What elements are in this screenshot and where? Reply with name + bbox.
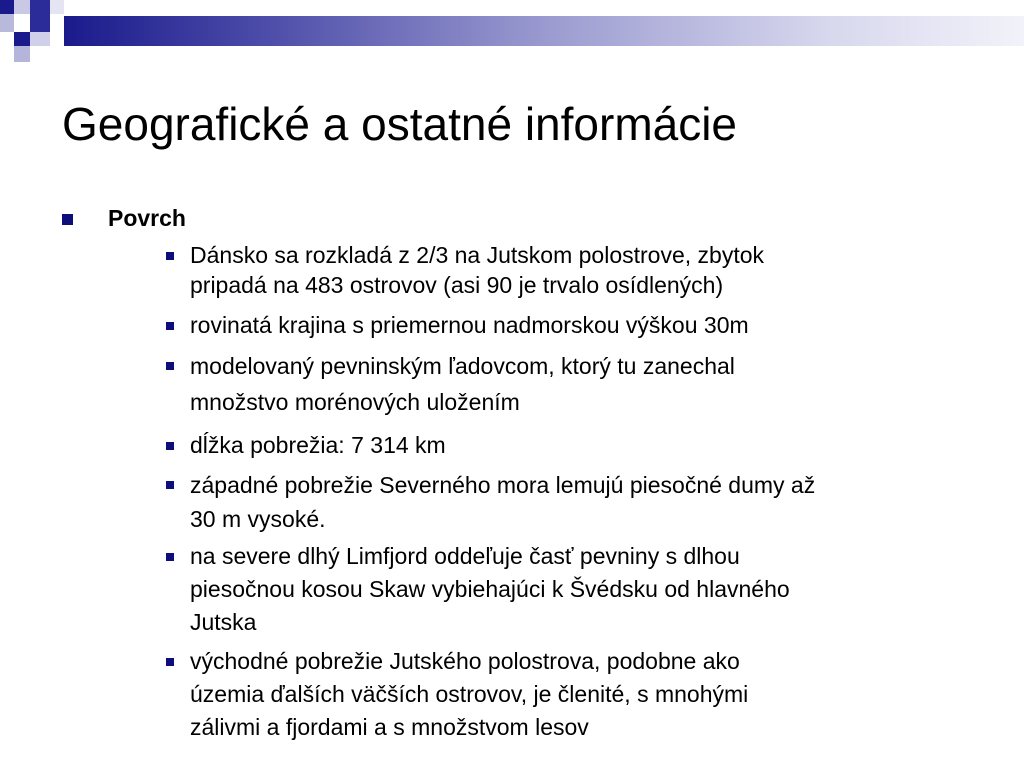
square-bullet-icon — [166, 481, 174, 489]
decor-square — [14, 46, 30, 62]
section-heading: Povrch — [108, 205, 186, 231]
list-item-line: dĺžka pobrežia: 7 314 km — [190, 432, 446, 458]
list-item — [166, 240, 966, 300]
list-item-line: množstvo morénových uložením — [190, 389, 520, 415]
list-item — [166, 310, 966, 340]
list-item-line: na severe dlhý Limfjord oddeľuje časť pevniny s dlhou — [190, 543, 740, 569]
list-item-line: 30 m vysoké. — [190, 506, 326, 532]
list-item-line: modelovaný pevninským ľadovcom, ktorý tu zanechal — [190, 353, 735, 379]
list-item-line: piesočnou kosou Skaw vybiehajúci k Švédsku od hlavného — [190, 576, 790, 602]
square-bullet-icon — [166, 553, 174, 561]
list-item — [166, 348, 966, 420]
square-bullet-icon — [62, 214, 73, 225]
header-gradient-bar — [64, 16, 1024, 46]
list-item-line: Jutska — [190, 609, 257, 635]
list-item-line: rovinatá krajina s priemernou nadmorskou výškou 30m — [190, 312, 749, 338]
decor-square — [14, 32, 30, 46]
decor-square — [30, 32, 50, 46]
square-bullet-icon — [166, 442, 174, 450]
decor-square — [14, 14, 30, 32]
square-bullet-icon — [166, 322, 174, 330]
list-item-line: východné pobrežie Jutského polostrova, podobne ako — [190, 648, 740, 674]
list-item-line: západné pobrežie Severného mora lemujú piesočné dumy až — [190, 472, 816, 498]
square-bullet-icon — [166, 362, 174, 370]
list-item-line: zálivmi a fjordami a s množstvom lesov — [190, 714, 589, 740]
square-bullet-icon — [166, 658, 174, 666]
slide-title: Geografické a ostatné informácie — [62, 98, 738, 150]
section-heading-row — [62, 203, 992, 235]
bullet-list — [166, 240, 966, 744]
decor-square — [0, 14, 14, 32]
list-item — [166, 540, 966, 639]
section-povrch — [62, 203, 992, 235]
list-item — [166, 645, 966, 744]
list-item-line: pripadá na 483 ostrovov (asi 90 je trvalo osídlených) — [190, 272, 724, 298]
decor-square — [14, 0, 30, 14]
list-item — [166, 468, 966, 536]
decor-square — [50, 0, 64, 14]
square-bullet-icon — [166, 252, 174, 260]
decor-square — [30, 0, 50, 32]
list-item-line: Dánsko sa rozkladá z 2/3 na Jutskom polostrove, zbytok — [190, 242, 765, 268]
list-item-line: územia ďalších väčších ostrovov, je členité, s mnohými — [190, 681, 749, 707]
decor-square — [0, 0, 14, 14]
list-item — [166, 430, 966, 460]
